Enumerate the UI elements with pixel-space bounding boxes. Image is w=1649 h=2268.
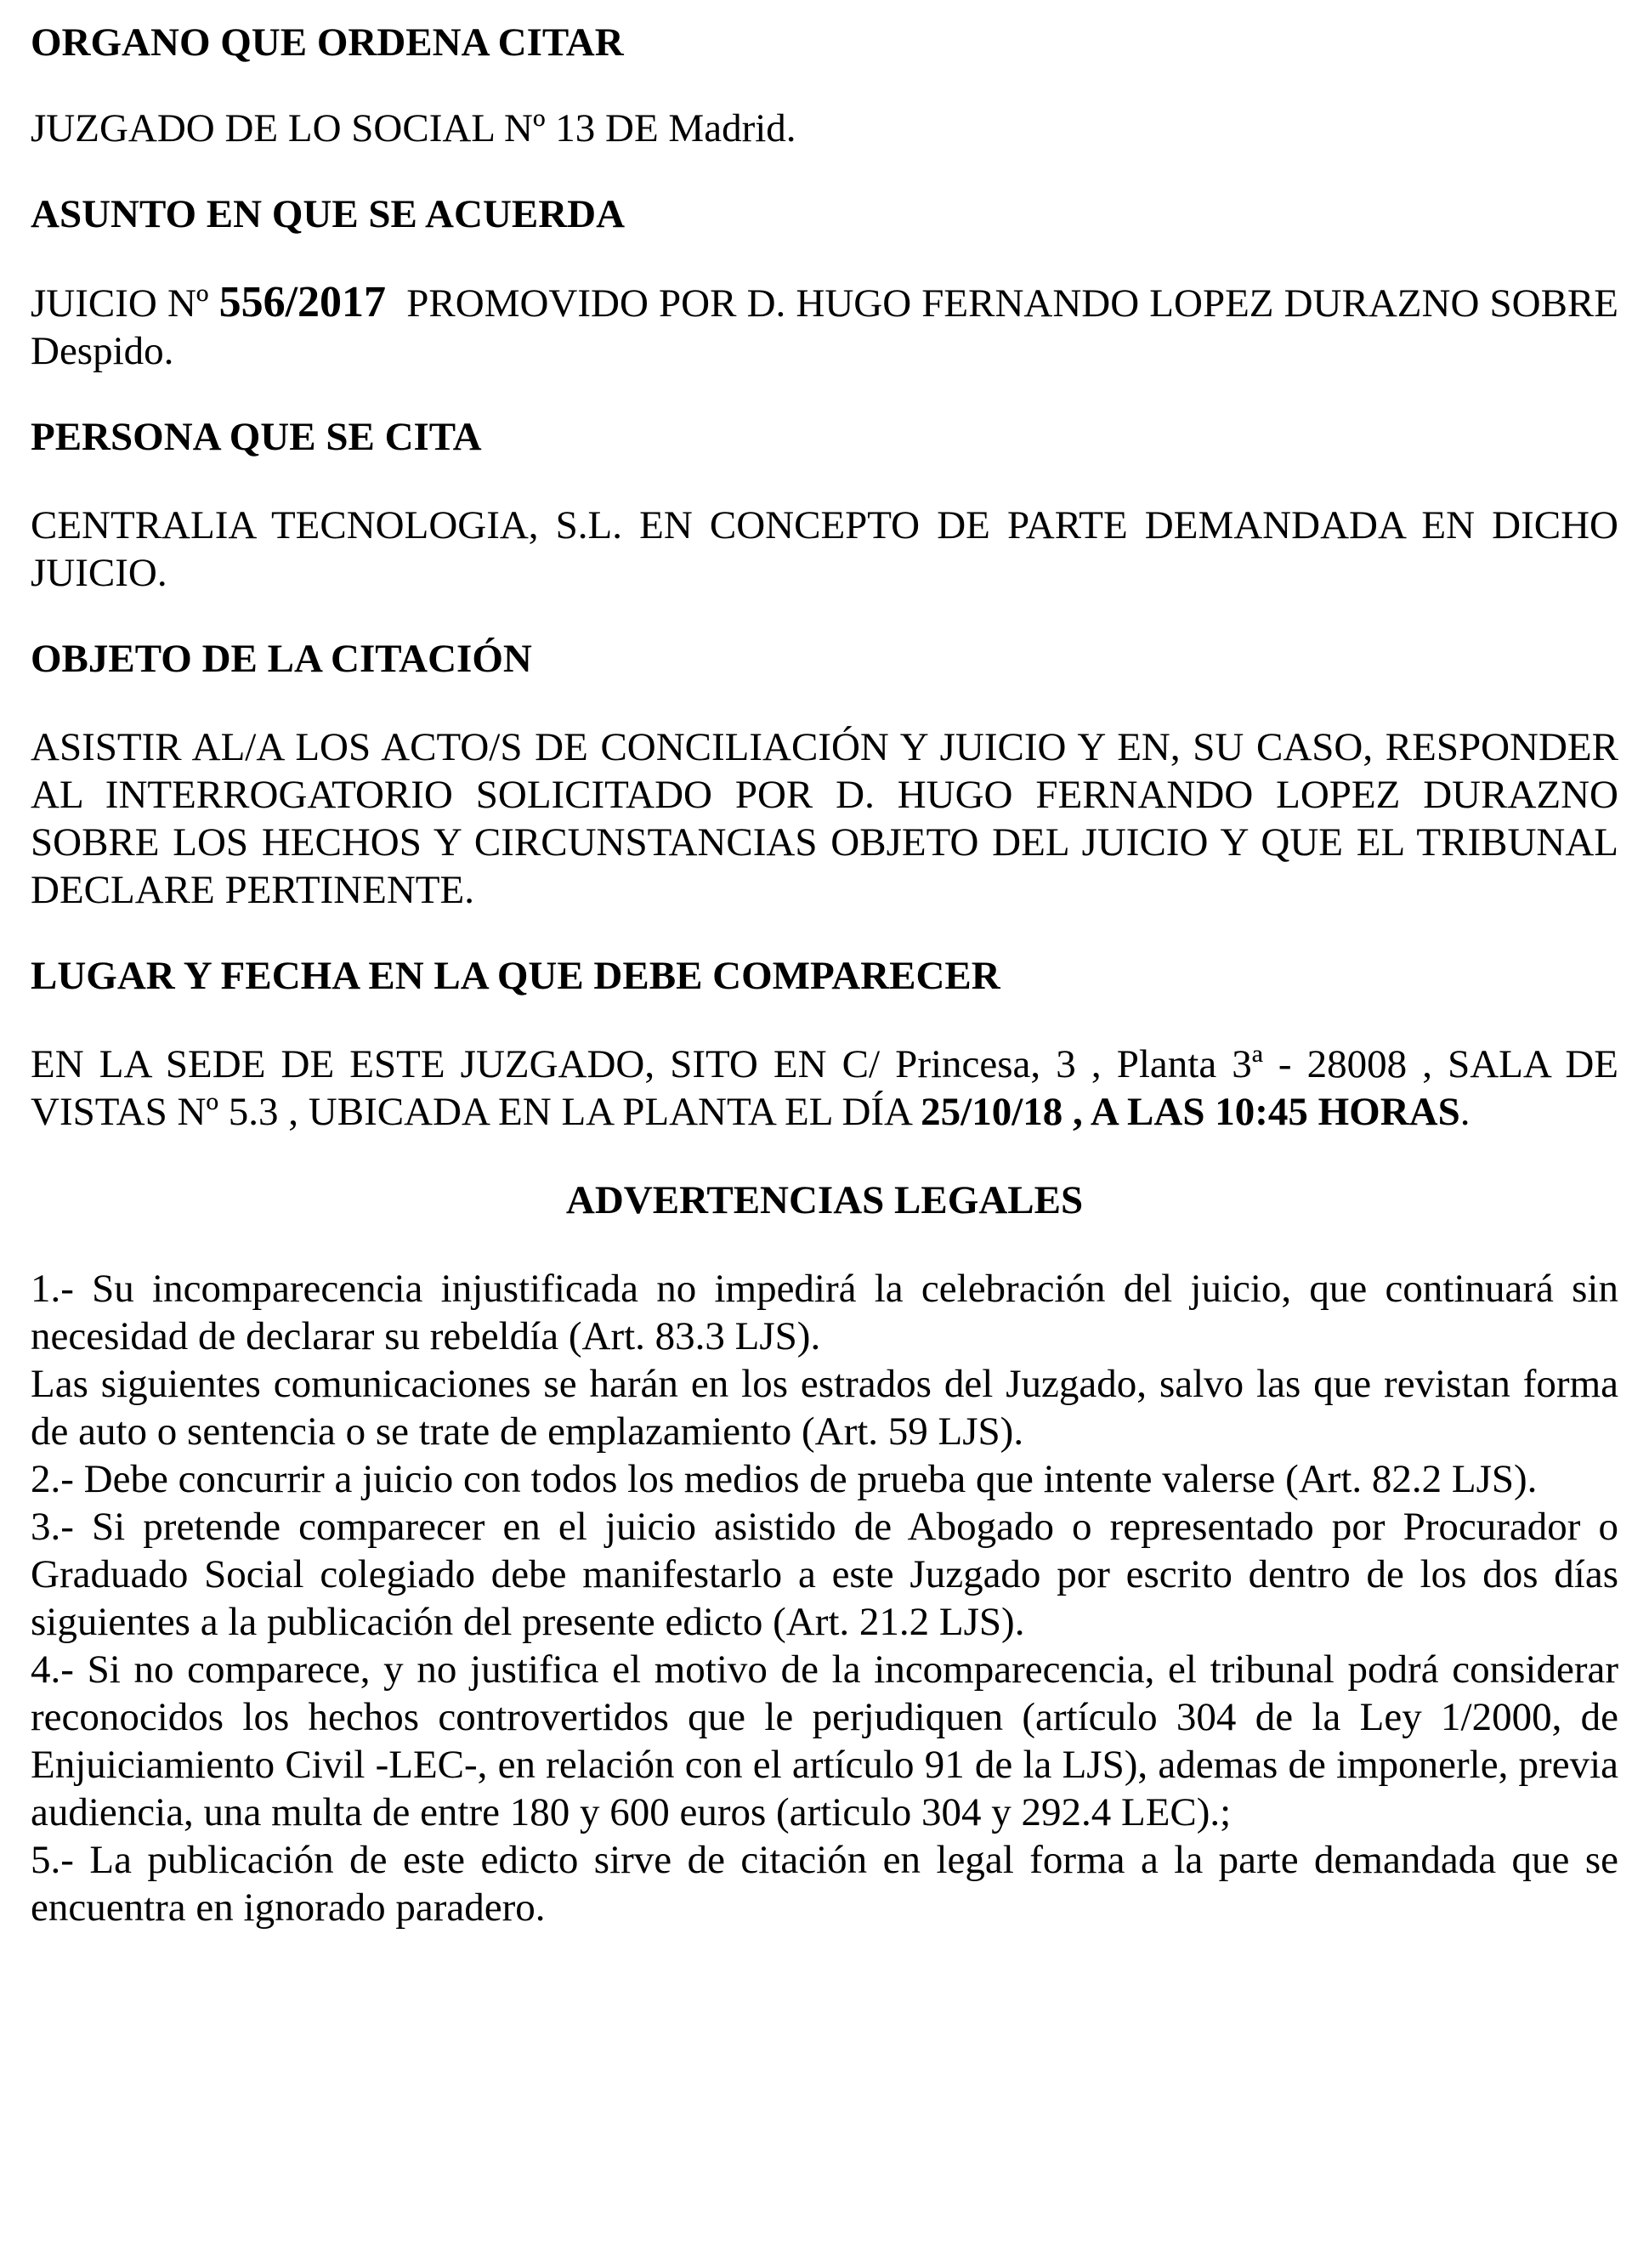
persona-text: CENTRALIA TECNOLOGIA, S.L. EN CONCEPTO DE PARTE DEMANDADA EN DICHO JUICIO. bbox=[31, 503, 1618, 595]
advertencia-item: 2.- Debe concurrir a juicio con todos los medios de prueba que intente valerse (Art. 82.2 LJS). bbox=[31, 1457, 1538, 1501]
advertencia-item: 5.- La publicación de este edicto sirve de citación en legal forma a la parte demandada que se encuentra en ignorado paradero. bbox=[31, 1838, 1618, 1930]
lugar-heading: LUGAR Y FECHA EN LA QUE DEBE COMPARECER bbox=[31, 954, 1000, 998]
asunto-prefix: JUICIO Nº bbox=[31, 281, 219, 326]
organo-text: JUZGADO DE LO SOCIAL Nº 13 DE Madrid. bbox=[31, 106, 796, 150]
asunto-text: PROMOVIDO POR D. HUGO FERNANDO LOPEZ DURAZNO SOBRE Despido. bbox=[31, 281, 1629, 373]
organo-heading: ORGANO QUE ORDENA CITAR bbox=[31, 20, 624, 65]
lugar-fecha: 25/10/18 , A LAS 10:45 HORAS bbox=[921, 1090, 1460, 1134]
objeto-text: ASISTIR AL/A LOS ACTO/S DE CONCILIACIÓN Y JUICIO Y EN, SU CASO, RESPONDER AL INTERROGATORIO SOLICITADO POR D. HUGO FERNANDO LOPEZ DURAZNO SOBRE LOS HECHOS Y CIRCUNSTANCIAS OBJETO DEL JUICIO Y QUE EL TRIBUNAL DECLARE PERTINENTE. bbox=[31, 725, 1618, 912]
advertencias-list bbox=[31, 1265, 1618, 1931]
advertencia-item: 3.- Si pretende comparecer en el juicio asistido de Abogado o representado por Procurador o Graduado Social colegiado debe manifestarlo a este Juzgado por escrito dentro de los dos días siguientes a la publicación del presente edicto (Art. 21.2 LJS). bbox=[31, 1505, 1618, 1644]
advertencia-item: 1.- Su incomparecencia injustificada no impedirá la celebración del juicio, que continuará sin necesidad de declarar su rebeldía (Art. 83.3 LJS). bbox=[31, 1267, 1618, 1358]
advertencia-item: 4.- Si no comparece, y no justifica el motivo de la incomparecencia, el tribunal podrá considerar reconocidos los hechos controvertidos que le perjudiquen (artículo 304 de la Ley 1/2000, de Enjuiciamiento Civil -LEC-, en relación con el artículo 91 de la LJS), ademas de imponerle, previa audiencia, una multa de entre 180 y 600 euros (articulo 304 y 292.4 LEC).; bbox=[31, 1647, 1618, 1834]
lugar-paragraph bbox=[31, 1040, 1618, 1136]
persona-heading: PERSONA QUE SE CITA bbox=[31, 415, 482, 459]
lugar-text: EN LA SEDE DE ESTE JUZGADO, SITO EN C/ Princesa, 3 , Planta 3ª - 28008 , SALA DE VISTAS Nº 5.3 , UBICADA EN LA PLANTA EL DÍA bbox=[31, 1042, 1618, 1134]
case-number: 556/2017 bbox=[218, 278, 387, 326]
lugar-end: . bbox=[1459, 1090, 1470, 1134]
asunto-heading: ASUNTO EN QUE SE ACUERDA bbox=[31, 192, 626, 236]
objeto-heading: OBJETO DE LA CITACIÓN bbox=[31, 637, 532, 681]
advertencias-heading: ADVERTENCIAS LEGALES bbox=[565, 1178, 1084, 1222]
document-page bbox=[31, 19, 1629, 1931]
advertencia-item: Las siguientes comunicaciones se harán en los estrados del Juzgado, salvo las que revistan forma de auto o sentencia o se trate de emplazamiento (Art. 59 LJS). bbox=[31, 1362, 1618, 1454]
asunto-paragraph bbox=[31, 278, 1629, 375]
